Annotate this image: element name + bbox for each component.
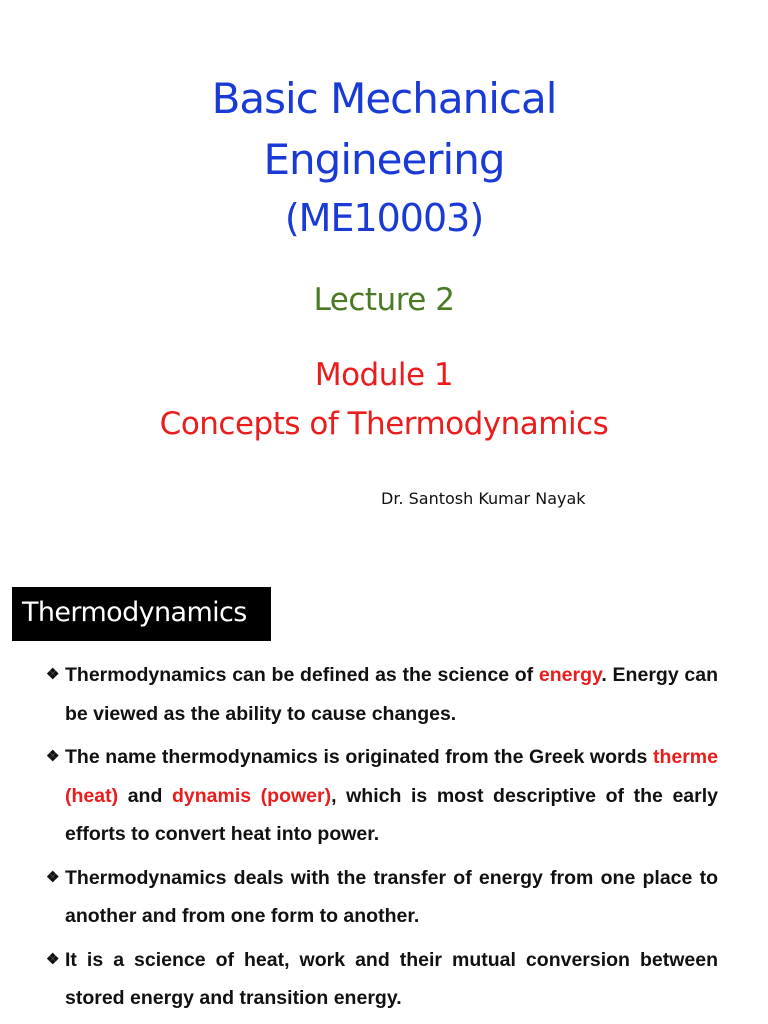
- bullet-text: Thermodynamics deals with the transfer of energy from one place to another and from one form to another.: [65, 866, 718, 927]
- module-number: Module 1: [314, 357, 454, 393]
- title-line-2: Engineering: [263, 135, 505, 184]
- highlight-therme: therme (heat): [65, 746, 718, 807]
- bullet-item-3: [46, 859, 718, 936]
- diamond-bullet-icon: ❖: [46, 950, 60, 968]
- bullet-text: and: [118, 784, 172, 807]
- module-name: Concepts of Thermodynamics: [159, 406, 609, 442]
- bullet-text: The name thermodynamics is originated from the Greek words: [65, 746, 653, 768]
- bullet-item-2: [46, 738, 718, 854]
- section-title: Thermodynamics: [22, 597, 247, 628]
- highlight-energy: energy: [538, 664, 602, 686]
- bullet-text: It is a science of heat, work and their mutual conversion between stored energy and transition energy.: [65, 948, 718, 1009]
- diamond-bullet-icon: ❖: [46, 666, 60, 683]
- author-name: Dr. Santosh Kumar Nayak: [381, 489, 586, 508]
- bullet-text: Thermodynamics can be defined as the science of: [65, 664, 539, 686]
- diamond-bullet-icon: ❖: [46, 748, 60, 765]
- bullet-list: [46, 656, 718, 1023]
- title-line-1: Basic Mechanical: [211, 74, 557, 123]
- bullet-text: . Energy can be viewed as the ability to cause changes.: [65, 664, 718, 725]
- highlight-dynamis: dynamis (power): [171, 784, 332, 807]
- bullet-text: , which is most descriptive of the early efforts to convert heat into power.: [65, 784, 718, 845]
- bullet-item-4: [46, 941, 718, 1018]
- diamond-bullet-icon: ❖: [46, 868, 60, 886]
- bullet-item-1: [46, 656, 718, 733]
- course-code: (ME10003): [284, 196, 484, 240]
- lecture-number: Lecture 2: [313, 282, 455, 318]
